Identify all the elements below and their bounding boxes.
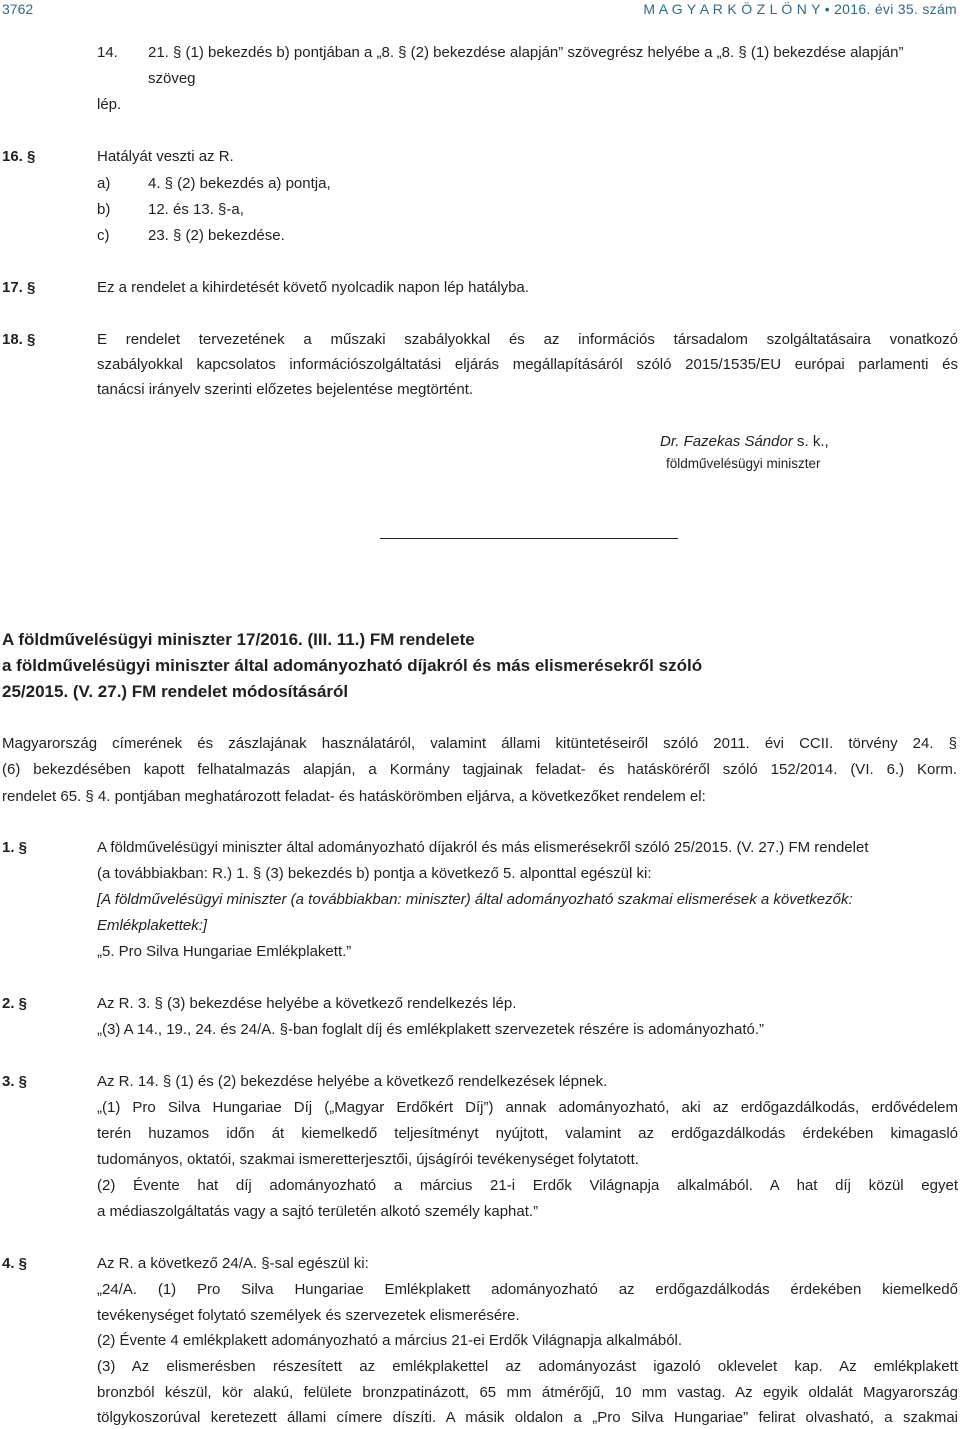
list-item-label: b) [97, 201, 111, 218]
section-4-text: tölgykoszorúval keretezett állami címere díszíti. A másik oldalon a „Pro Silva Hungariae” felirat olvasható, a szakmai [97, 1409, 958, 1426]
page-number: 3762 [2, 1, 34, 17]
section-3-text: a médiaszolgáltatás vagy a sajtó területén alkotó személy kaphat.” [97, 1203, 539, 1220]
section-4-text: bronzból készül, kör alakú, felülete bronzpatinázott, 65 mm átmérőjű, 10 mm vastag. Az egyik oldalát Magyarország [97, 1384, 958, 1401]
section-1-number: 1. § [2, 839, 28, 856]
section-16-number: 16. § [2, 148, 36, 165]
section-4-number: 4. § [2, 1255, 28, 1272]
separator-line [380, 538, 678, 539]
section-14-text-cont: szöveg [148, 70, 196, 87]
section-1-text: A földművelésügyi miniszter által adományozható díjakról és más elismerésekről szóló 25/2015. (V. 27.) FM rendelet [97, 839, 869, 856]
section-2-text: Az R. 3. § (3) bekezdése helyébe a következő rendelkezés lép. [97, 995, 517, 1012]
preamble-line: Magyarország címerének és zászlajának használatáról, valamint állami kitüntetéseiről szóló 2011. évi CCII. törvény 24. § [2, 735, 957, 752]
section-2-text: „(3) A 14., 19., 24. és 24/A. §-ban foglalt díj és emlékplakett szervezetek részére is adományozható.” [97, 1021, 765, 1038]
list-item: 4. § (2) bekezdés a) pontja, [148, 175, 331, 192]
section-17-number: 17. § [2, 279, 36, 296]
section-2-number: 2. § [2, 995, 28, 1012]
decree-title-line: a földművelésügyi miniszter által adományozható díjakról és más elismerésekről szóló [2, 656, 703, 675]
decree-title-line: A földművelésügyi miniszter 17/2016. (III. 11.) FM rendelete [2, 630, 475, 649]
list-item: 23. § (2) bekezdése. [148, 227, 285, 244]
section-1-text: [A földművelésügyi miniszter (a továbbiakban: miniszter) által adományozható szakmai elismerések a következők: [97, 891, 853, 908]
section-16-text: Hatályát veszti az R. [97, 148, 234, 165]
section-3-text: tudományos, oktatói, szakmai ismeretterjesztői, újságírói tevékenységet folytatott. [97, 1151, 639, 1168]
section-4-text: (2) Évente 4 emlékplakett adományozható a március 21-ei Erdők Világnapja alkalmából. [97, 1332, 683, 1349]
list-item-label: c) [97, 227, 110, 244]
section-18-number: 18. § [2, 331, 36, 348]
section-3-text: „(1) Pro Silva Hungariae Díj („Magyar Erdőkért Díj”) annak adományozható, aki az erdőgazdálkodás, erdővédelem [97, 1099, 958, 1116]
list-item: 12. és 13. §-a, [148, 201, 244, 218]
section-3-text: terén huzamos időn át kiemelkedő teljesítményt nyújtott, valamint az erdőgazdálkodás érdekében kimagasló [97, 1125, 958, 1142]
section-14-text: 21. § (1) bekezdés b) pontjában a „8. § (2) bekezdése alapján” szövegrész helyébe a „8. § (1) bekezdése alapján” [148, 44, 904, 61]
section-4-text: tevékenységet folytató személyek és szervezetek elismerésére. [97, 1307, 520, 1324]
section-3-text: Az R. 14. § (1) és (2) bekezdése helyébe a következő rendelkezések lépnek. [97, 1073, 608, 1090]
decree-title-line: 25/2015. (V. 27.) FM rendelet módosításáról [2, 682, 349, 701]
section-4-text: „24/A. (1) Pro Silva Hungariae Emlékplakett adományozható az erdőgazdálkodás érdekében kiemelkedő [97, 1281, 958, 1298]
section-3-text: (2) Évente hat díj adományozható a március 21-i Erdők Világnapja alkalmából. A hat díj közül egyet [97, 1177, 958, 1194]
section-14-text-end: lép. [97, 96, 122, 113]
section-18-line: szabályokkal kapcsolatos információszolgáltatási eljárás megállapításáról szóló 2015/1535/EU európai parlamenti és [97, 356, 958, 373]
section-18-line: E rendelet tervezetének a műszaki szabályokkal és az információs társadalom szolgáltatásaira vonatkozó [97, 331, 958, 348]
list-item-label: a) [97, 175, 111, 192]
journal-header: M A G Y A R K Ö Z L Ö N Y • 2016. évi 35. szám [643, 1, 957, 17]
section-18-line: tanácsi irányelv szerinti előzetes bejelentése megtörtént. [97, 381, 474, 398]
signature-name: Dr. Fazekas Sándor s. k., [660, 433, 829, 450]
section-1-text: (a továbbiakban: R.) 1. § (3) bekezdés b) pontja a következő 5. alponttal egészül ki: [97, 865, 652, 882]
section-4-text: (3) Az elismerésben részesített az emlékplakettel az adományozást igazoló oklevelet kap. Az emlékplakett [97, 1358, 958, 1375]
section-4-text: Az R. a következő 24/A. §-sal egészül ki: [97, 1255, 369, 1272]
preamble-line: (6) bekezdésében kapott felhatalmazás alapján, a Kormány tagjainak feladat- és hatásköréről szóló 152/2014. (VI. 6.) Korm. [2, 761, 957, 778]
section-3-number: 3. § [2, 1073, 28, 1090]
section-1-text: „5. Pro Silva Hungariae Emlékplakett.” [97, 943, 352, 960]
section-17-text: Ez a rendelet a kihirdetését követő nyolcadik napon lép hatályba. [97, 279, 529, 296]
section-14-number: 14. [97, 44, 118, 61]
signature-role: földművelésügyi miniszter [666, 456, 821, 471]
preamble-line: rendelet 65. § 4. pontjában meghatározott feladat- és hatáskörömben eljárva, a következőket rendelem el: [2, 788, 706, 805]
section-1-text: Emlékplakettek:] [97, 917, 208, 934]
